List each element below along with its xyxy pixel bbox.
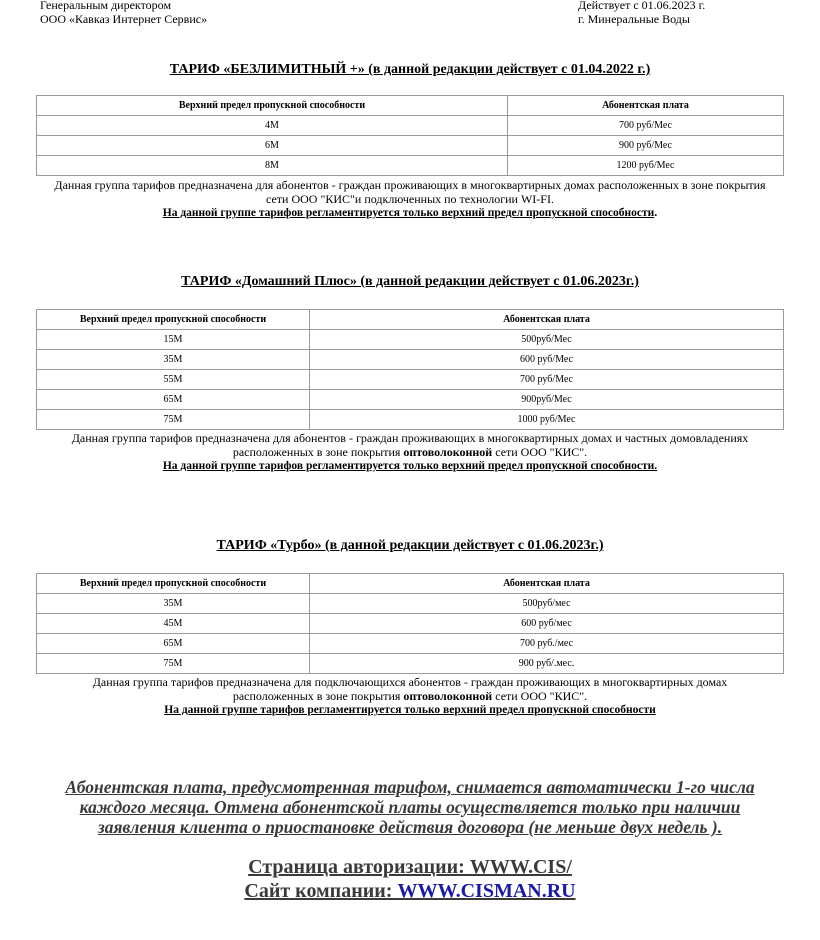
fee-cell: 900 руб/.мес. — [310, 654, 784, 674]
payment-line: каждого месяца. Отмена абонентской платы осуществляется только при наличии — [79, 797, 741, 817]
tariff-title-domashniy-plus: ТАРИФ «Домашний Плюс» (в данной редакции действует с 01.06.2023г.) — [181, 274, 639, 289]
table-header-row — [37, 310, 784, 330]
table-header-row — [37, 574, 784, 594]
approval-block — [40, 0, 207, 26]
speed-cell: 45М — [37, 614, 310, 634]
table-row — [37, 634, 784, 654]
note-emphasis: оптоволоконной — [403, 688, 493, 703]
company-site-link[interactable]: WWW.CISMAN.RU — [397, 880, 576, 902]
col-fee-header: Абонентская плата — [310, 310, 784, 330]
rule-text: На данной группе тарифов регламентируется только верхний предел пропускной способности. — [162, 460, 658, 472]
rule-text: На данной группе тарифов регламентируется только верхний предел пропускной способности — [162, 207, 655, 219]
payment-line: Абонентская плата, предусмотренная тарифом, снимается автоматически 1-го числа — [65, 777, 755, 797]
table-header-row — [37, 96, 784, 116]
table-row — [37, 136, 784, 156]
auth-page-line: Страница авторизации: WWW.CIS/ — [248, 856, 572, 878]
tariff-title-turbo: ТАРИФ «Турбо» (в данной редакции действует с 01.06.2023г.) — [216, 538, 604, 553]
speed-cell: 15М — [37, 330, 310, 350]
tariff-note-turbo — [30, 676, 790, 718]
rule-text: На данной группе тарифов регламентируется только верхний предел пропускной способности — [164, 704, 656, 716]
effective-date: Действует с 01.06.2023 г. — [578, 0, 706, 12]
table-row — [37, 390, 784, 410]
validity-block — [578, 0, 705, 26]
city: г. Минеральные Воды — [578, 12, 690, 26]
fee-cell: 700 руб/Мес — [310, 370, 784, 390]
fee-cell: 500руб/Мес — [310, 330, 784, 350]
col-fee-header: Абонентская плата — [508, 96, 784, 116]
table-row — [37, 410, 784, 430]
note-line: сети ООО "КИС"и подключенных по технологии WI-FI. — [266, 191, 554, 206]
table-row — [37, 594, 784, 614]
note-text: сети ООО "КИС". — [492, 444, 588, 459]
speed-cell: 35М — [37, 350, 310, 370]
note-text: сети ООО "КИС". — [492, 688, 588, 703]
tariff-note-bezlimitny — [30, 179, 790, 221]
fee-cell: 1000 руб/Мес — [310, 410, 784, 430]
payment-note — [30, 777, 790, 837]
col-speed-header: Верхний предел пропускной способности — [37, 310, 310, 330]
tariff-table-turbo — [36, 573, 784, 674]
approver-title: Генеральным директором — [40, 0, 172, 12]
note-emphasis: оптоволоконной — [403, 444, 493, 459]
rule-tail: . — [654, 205, 658, 219]
speed-cell: 75М — [37, 654, 310, 674]
tariff-table-domashniy-plus — [36, 309, 784, 430]
note-text: расположенных в зоне покрытия — [232, 444, 404, 459]
tariff-note-domashniy-plus — [30, 432, 790, 474]
table-row — [37, 350, 784, 370]
company-name: ООО «Кавказ Интернет Сервис» — [40, 12, 208, 26]
speed-cell: 55М — [37, 370, 310, 390]
tariff-title-bezlimitny: ТАРИФ «БЕЗЛИМИТНЫЙ +» (в данной редакции действует с 01.04.2022 г.) — [169, 62, 651, 77]
note-line: Данная группа тарифов предназначена для абонентов - граждан проживающих в многоквартирных домах и частных домовладениях — [71, 431, 749, 445]
speed-cell: 6М — [37, 136, 508, 156]
note-line: Данная группа тарифов предназначена для подключающихся абонентов - граждан проживающих в многоквартирных домах — [92, 675, 728, 689]
speed-cell: 8М — [37, 156, 508, 176]
fee-cell: 600 руб/мес — [310, 614, 784, 634]
col-speed-header: Верхний предел пропускной способности — [37, 574, 310, 594]
payment-line: заявления клиента о приостановке действия договора (не меньше двух недель ). — [97, 817, 723, 837]
table-row — [37, 156, 784, 176]
tariff-table-bezlimitny — [36, 95, 784, 176]
table-row — [37, 370, 784, 390]
note-line: Данная группа тарифов предназначена для абонентов - граждан проживающих в многоквартирных домах расположенных в зоне покрытия — [54, 178, 766, 192]
speed-cell: 75М — [37, 410, 310, 430]
fee-cell: 500руб/мес — [310, 594, 784, 614]
col-speed-header: Верхний предел пропускной способности — [37, 96, 508, 116]
fee-cell: 900 руб/Мес — [508, 136, 784, 156]
speed-cell: 65М — [37, 634, 310, 654]
table-row — [37, 330, 784, 350]
fee-cell: 1200 руб/Мес — [508, 156, 784, 176]
note-text: расположенных в зоне покрытия — [232, 688, 404, 703]
fee-cell: 900руб/Мес — [310, 390, 784, 410]
table-row — [37, 116, 784, 136]
table-row — [37, 614, 784, 634]
table-row — [37, 654, 784, 674]
speed-cell: 65М — [37, 390, 310, 410]
col-fee-header: Абонентская плата — [310, 574, 784, 594]
speed-cell: 35М — [37, 594, 310, 614]
fee-cell: 700 руб./мес — [310, 634, 784, 654]
fee-cell: 700 руб/Мес — [508, 116, 784, 136]
company-site-line — [0, 880, 820, 903]
fee-cell: 600 руб/Мес — [310, 350, 784, 370]
site-label: Сайт компании: — [244, 880, 398, 902]
speed-cell: 4М — [37, 116, 508, 136]
